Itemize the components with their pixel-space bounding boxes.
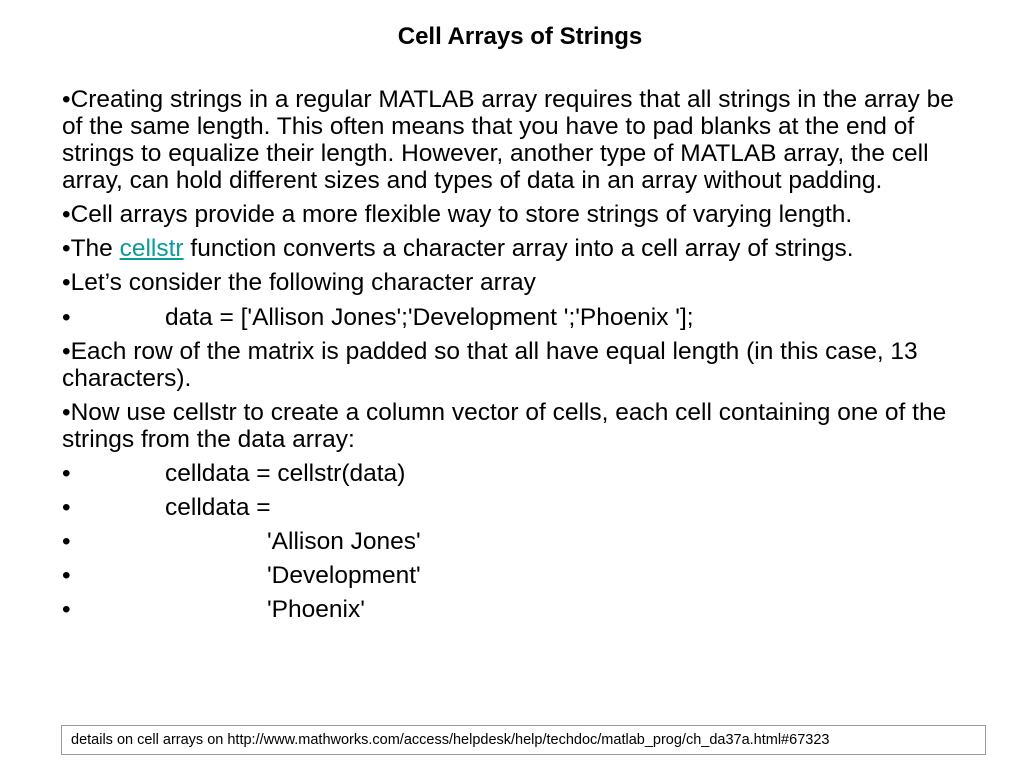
paragraph-use-cellstr: •Now use cellstr to create a column vector of cells, each cell containing one of the strings from the data array: — [62, 399, 947, 453]
paragraph-cell-arrays-flexible: •Cell arrays provide a more flexible way to store strings of varying length. — [62, 201, 853, 228]
code-line-data-assignment — [62, 304, 962, 331]
code-text: celldata = — [165, 494, 271, 521]
paragraph-strings-regular-array: •Creating strings in a regular MATLAB array requires that all strings in the array be of the same length. This often means that you have to pad blanks at the end of strings to equalize their length. However, another type of MATLAB array, the cell array, can hold different sizes and types of data in an array without padding. — [62, 86, 954, 194]
bullet-glyph: • — [62, 596, 71, 623]
paragraph-cellstr-after: function converts a character array into a cell array of strings. — [183, 235, 854, 262]
paragraph-cellstr-function — [62, 235, 962, 262]
bullet-glyph: • — [62, 304, 71, 331]
code-line-phoenix — [62, 596, 962, 623]
bullet-glyph: • — [62, 528, 71, 555]
bullet-glyph: • — [62, 494, 71, 521]
code-line-celldata-output — [62, 494, 962, 521]
bullet-glyph: • — [62, 460, 71, 487]
code-line-celldata-call — [62, 460, 962, 487]
footnote-box: details on cell arrays on http://www.mathworks.com/access/helpdesk/help/techdoc/matlab_prog/ch_da37a.html#67323 — [61, 725, 986, 755]
cellstr-link[interactable]: cellstr — [119, 235, 184, 262]
code-line-development — [62, 562, 962, 589]
paragraph-padded-rows: •Each row of the matrix is padded so that all have equal length (in this case, 13 characters). — [62, 338, 918, 392]
bullet-glyph: • — [62, 562, 71, 589]
code-text: celldata = cellstr(data) — [165, 460, 406, 487]
code-text: 'Phoenix' — [267, 596, 365, 623]
code-text: 'Allison Jones' — [267, 528, 421, 555]
slide-title: Cell Arrays of Strings — [397, 23, 643, 50]
paragraph-cellstr-before: •The — [62, 235, 120, 262]
slide-body — [62, 86, 962, 630]
code-text: 'Development' — [267, 562, 421, 589]
code-text: data = ['Allison Jones';'Development ';'Phoenix ']; — [165, 304, 694, 331]
code-line-allison-jones — [62, 528, 962, 555]
paragraph-consider-array: •Let’s consider the following character array — [62, 269, 536, 296]
